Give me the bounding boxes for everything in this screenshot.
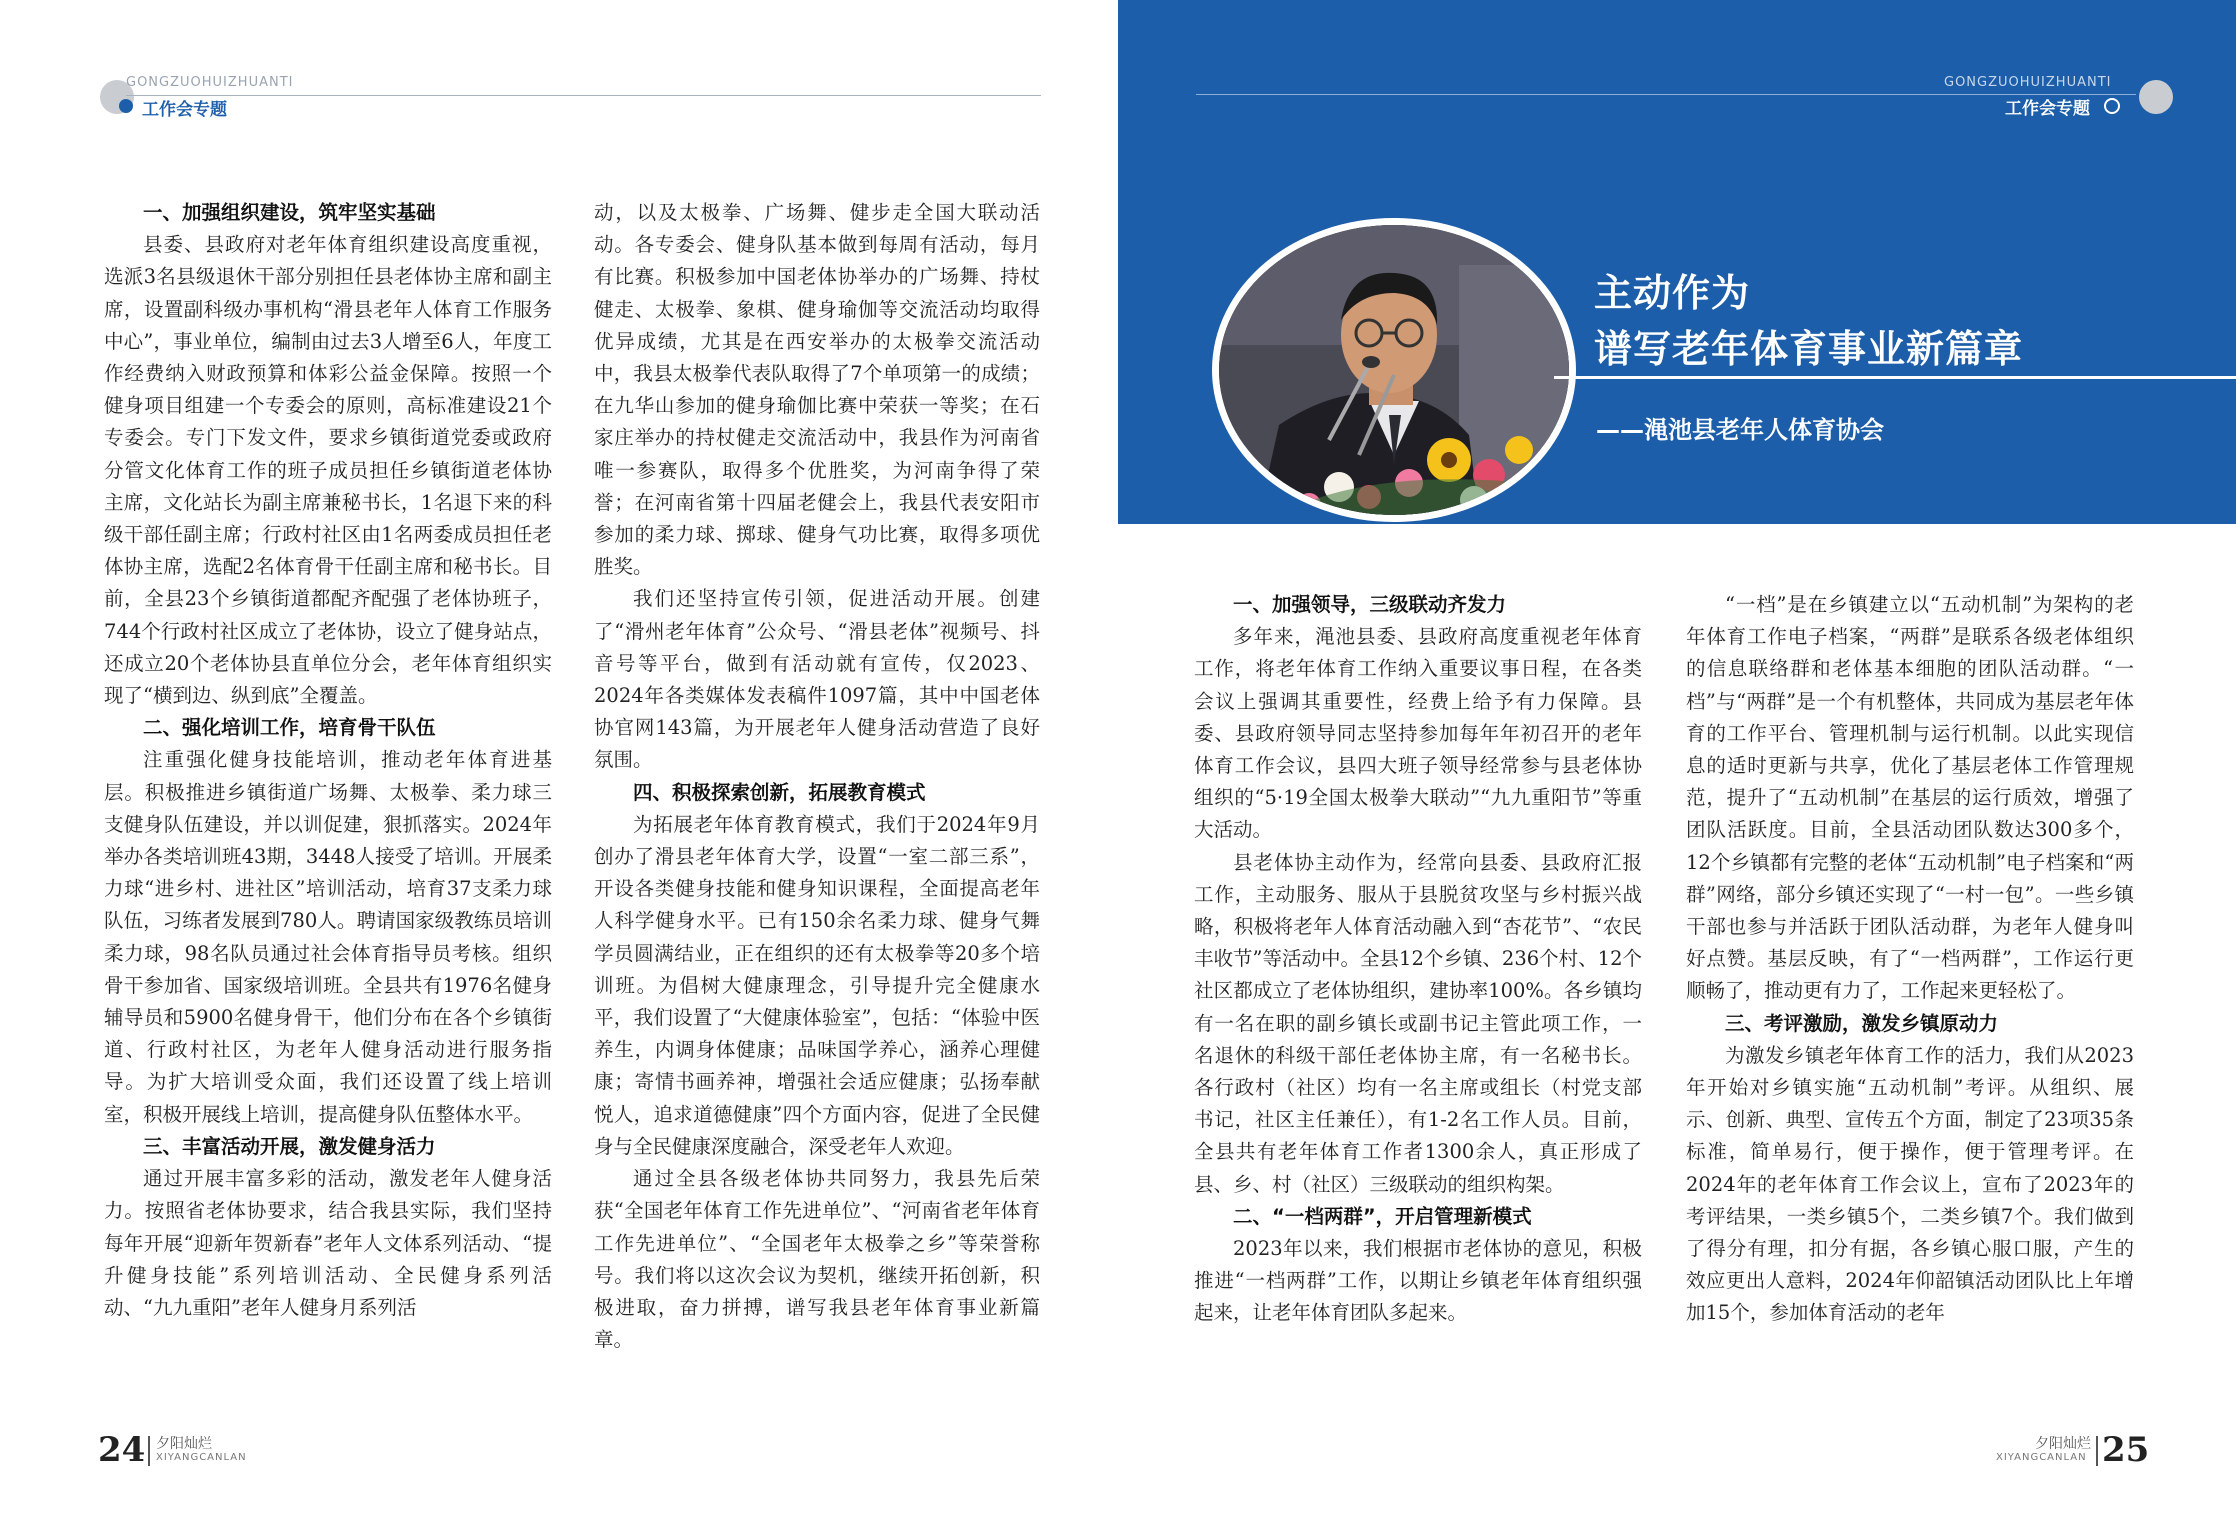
article-byline: ——渑池县老年人体育协会 bbox=[1596, 416, 1884, 444]
paragraph: 我们还坚持宣传引领，促进活动开展。创建了“滑州老年体育”公众号、“滑县老体”视频号、抖音号等平台，做到有活动就有宣传，仅2023、2024年各类媒体发表稿件1097篇，其中中国老体协官网143篇，为开展老年人健身活动营造了良好氛围。 bbox=[594, 587, 1040, 772]
footer-divider bbox=[148, 1436, 150, 1466]
magazine-name: 夕阳灿烂 bbox=[156, 1436, 212, 1452]
right-page bbox=[1118, 0, 2236, 1528]
page-number-right: 25 bbox=[2102, 1430, 2150, 1470]
paragraph: 通过开展丰富多彩的活动，激发老年人健身活力。按照省老体协要求，结合我县实际，我们坚持每年开展“迎新年贺新春”老年人文体系列活动、“提升健身技能”系列培训活动、全民健身系列活动、“九九重阳”老年人健身月系列活 bbox=[104, 1167, 552, 1319]
footer-divider bbox=[2096, 1436, 2098, 1466]
header-rule bbox=[126, 95, 1041, 96]
article-title-line-2: 谱写老年体育事业新篇章 bbox=[1594, 327, 2024, 371]
running-header-pinyin: GONGZUOHUIZHUANTI bbox=[1944, 75, 2112, 90]
paragraph: 通过全县各级老体协共同努力，我县先后荣获“全国老年体育工作先进单位”、“河南省老年体育工作先进单位”、“全国老年太极拳之乡”等荣誉称号。我们将以这次会议为契机，继续开拓创新，积极进取，奋力拼搏，谱写我县老年体育事业新篇章。 bbox=[594, 1167, 1040, 1352]
speaker-photo-illustration bbox=[1219, 225, 1569, 515]
article-title-line-1: 主动作为 bbox=[1594, 271, 1751, 315]
right-page-column-1 bbox=[1194, 589, 1642, 1330]
paragraph: 为拓展老年体育教育模式，我们于2024年9月创办了滑县老年体育大学，设置“一室二部三系”，开设各类健身技能和健身知识课程，全面提高老年人科学健身水平。已有150余名柔力球、健身气舞学员圆满结业，正在组织的还有太极拳等20多个培训班。为倡树大健康理念，引导提升完全健康水平，我们设置了“大健康体验室”，包括：“体验中医养生，内调身体健康；品味国学养心，涵养心理健康；寄情书画养神，增强社会适应健康；弘扬奉献悦人，追求道德健康”四个方面内容，促进了全民健身与全民健康深度融合，深受老年人欢迎。 bbox=[594, 812, 1040, 1158]
section-heading: 四、积极探索创新，拓展教育模式 bbox=[633, 780, 926, 804]
header-disc-decoration bbox=[2139, 80, 2173, 114]
article-banner bbox=[1118, 0, 2236, 524]
magazine-name-pinyin: XIYANGCANLAN bbox=[156, 1452, 247, 1463]
header-ring-icon bbox=[2104, 98, 2120, 114]
section-heading: 三、考评激励，激发乡镇原动力 bbox=[1725, 1011, 1999, 1035]
section-heading: 一、加强领导，三级联动齐发力 bbox=[1233, 593, 1507, 616]
paragraph: 多年来，渑池县委、县政府高度重视老年体育工作，将老年体育工作纳入重要议事日程，在各类会议上强调其重要性，经费上给予有力保障。县委、县政府领导同志坚持参加每年年初召开的老年体育工作会议，县四大班子领导经常参与县老体协组织的“5·19全国太极拳大联动”“九九重阳节”等重大活动。 bbox=[1194, 625, 1642, 842]
paragraph: 县老体协主动作为，经常向县委、县政府汇报工作，主动服务、服从于县脱贫攻坚与乡村振兴战略，积极将老年人体育活动融入到“杏花节”、“农民丰收节”等活动中。全县12个乡镇、236个村、12个社区都成立了老体协组织，建协率100%。各乡镇均有一名在职的副乡镇长或副书记主管此项工作，一名退休的科级干部任老体协主席，有一名秘书长。各行政村（社区）均有一名主席或组长（村党支部书记，社区主任兼任），有1-2名工作人员。目前，全县共有老年体育工作者1300余人，真正形成了县、乡、村（社区）三级联动的组织构架。 bbox=[1194, 850, 1642, 1196]
right-page-column-2 bbox=[1686, 589, 2134, 1330]
paragraph: 县委、县政府对老年体育组织建设高度重视，选派3名县级退休干部分别担任县老体协主席和副主席，设置副科级办事机构“滑县老年人体育工作服务中心”，事业单位，编制由过去3人增至6人，年度工作经费纳入财政预算和体彩公益金保障。按照一个健身项目组建一个专委会的原则，高标准建设21个专委会。专门下发文件，要求乡镇街道党委或政府分管文化体育工作的班子成员担任乡镇街道老体协主席，文化站长为副主席兼秘书长，1名退下来的科级干部任副主席；行政村社区由1名两委成员担任老体协主席，选配2名体育骨干任副主席和秘书长。目前，全县23个乡镇街道都配齐配强了老体协班子，744个行政村社区成立了老体协，设立了健身站点，还成立20个老体协县直单位分会，老年体育组织实现了“横到边、纵到底”全覆盖。 bbox=[104, 233, 552, 708]
section-heading: 二、强化培训工作，培育骨干队伍 bbox=[143, 716, 436, 740]
section-heading: 二、“一档两群”，开启管理新模式 bbox=[1233, 1204, 1532, 1228]
left-page-column-1 bbox=[104, 197, 552, 1324]
paragraph: 为激发乡镇老年体育工作的活力，我们从2023年开始对乡镇实施“五动机制”考评。从组织、展示、创新、典型、宣传五个方面，制定了23项35条标准，简单易行，便于操作，便于管理考评。在2024年的老年体育工作会议上，宣布了2023年的考评结果，一类乡镇5个，二类乡镇7个。我们做到了得分有理，扣分有据，各乡镇心服口服，产生的效应更出人意料，2024年仰韶镇活动团队比上年增加15个，参加体育活动的老年 bbox=[1686, 1043, 2134, 1325]
title-rule bbox=[1554, 376, 2236, 379]
left-page-column-2 bbox=[594, 197, 1040, 1356]
section-heading: 一、加强组织建设，筑牢坚实基础 bbox=[143, 201, 436, 224]
speaker-photo bbox=[1212, 218, 1576, 522]
header-rule bbox=[1196, 94, 2136, 95]
page-number-left: 24 bbox=[98, 1430, 146, 1470]
running-header-pinyin: GONGZUOHUIZHUANTI bbox=[126, 75, 294, 90]
paragraph: 2023年以来，我们根据市老体协的意见，积极推进“一档两群”工作，以期让乡镇老年体育组织强起来，让老年体育团队多起来。 bbox=[1194, 1237, 1642, 1325]
magazine-name-pinyin: XIYANGCANLAN bbox=[1996, 1452, 2087, 1463]
running-header-title: 工作会专题 bbox=[142, 100, 227, 120]
section-heading: 三、丰富活动开展，激发健身活力 bbox=[143, 1134, 436, 1158]
running-header-title: 工作会专题 bbox=[2005, 99, 2090, 119]
paragraph: “一档”是在乡镇建立以“五动机制”为架构的老年体育工作电子档案，“两群”是联系各级老体组织的信息联络群和老体基本细胞的团队活动群。“一档”与“两群”是一个有机整体，共同成为基层老年体育的工作平台、管理机制与运行机制。以此实现信息的适时更新与共享，优化了基层老体工作管理规范，提升了“五动机制”在基层的运行质效，增强了团队活跃度。目前，全县活动团队数达300多个，12个乡镇都有完整的老体“五动机制”电子档案和“两群”网络，部分乡镇还实现了“一村一包”。一些乡镇干部也参与并活跃于团队活动群，为老年人健身叫好点赞。基层反映，有了“一档两群”，工作运行更顺畅了，推动更有力了，工作起来更轻松了。 bbox=[1686, 593, 2134, 1003]
magazine-name: 夕阳灿烂 bbox=[2035, 1436, 2091, 1452]
header-dot-icon bbox=[119, 99, 133, 113]
paragraph: 注重强化健身技能培训，推动老年体育进基层。积极推进乡镇街道广场舞、太极拳、柔力球三支健身队伍建设，并以训促建，狠抓落实。2024年举办各类培训班43期，3448人接受了培训。开展柔力球“进乡村、进社区”培训活动，培育37支柔力球队伍，习练者发展到780人。聘请国家级教练员培训柔力球，98名队员通过社会体育指导员考核。组织骨干参加省、国家级培训班。全县共有1976名健身辅导员和5900名健身骨干，他们分布在各个乡镇街道、行政村社区，为老年人健身活动进行服务指导。为扩大培训受众面，我们还设置了线上培训室，积极开展线上培训，提高健身队伍整体水平。 bbox=[104, 748, 552, 1126]
paragraph: 动，以及太极拳、广场舞、健步走全国大联动活动。各专委会、健身队基本做到每周有活动，每月有比赛。积极参加中国老体协举办的广场舞、持杖健走、太极拳、象棋、健身瑜伽等交流活动均取得优异成绩，尤其是在西安举办的太极拳交流活动中，我县太极拳代表队取得了7个单项第一的成绩；在九华山参加的健身瑜伽比赛中荣获一等奖；在石家庄举办的持杖健走交流活动中，我县作为河南省唯一参赛队，取得多个优胜奖，为河南争得了荣誉；在河南省第十四届老健会上，我县代表安阳市参加的柔力球、掷球、健身气功比赛，取得多项优胜奖。 bbox=[594, 201, 1040, 579]
